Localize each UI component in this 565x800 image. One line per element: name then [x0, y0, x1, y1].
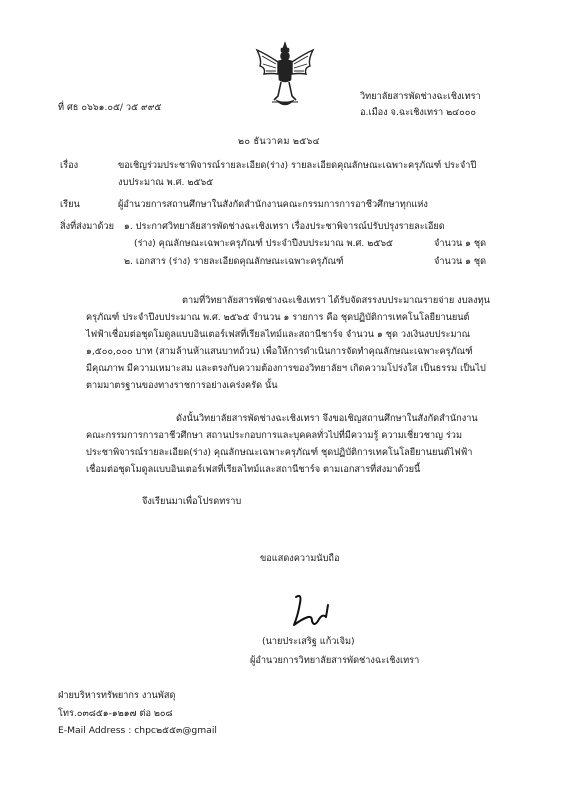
attachments-label: สิ่งที่ส่งมาด้วย	[60, 221, 114, 232]
recipient-label: เรียน	[60, 199, 80, 210]
paragraph-1-line: ๑,๕๐๐,๐๐๐ บาท (สามล้านห้าแสนบาทถ้วน) เพื่อให้การดำเนินการจัดทำคุณลักษณะเฉพาะครุภัณฑ์	[86, 346, 473, 357]
document-date: ๒๐ ธันวาคม ๒๕๖๔	[238, 136, 320, 147]
signer-name: (นายประเสริฐ แก้วเจิม)	[262, 636, 355, 647]
attachment-1-line-2: (ร่าง) คุณลักษณะเฉพาะครุภัณฑ์ ประจำปีงบประมาณ พ.ศ. ๒๕๖๕	[134, 238, 393, 249]
attachment-2-qty: จำนวน ๑ ชุด	[434, 256, 487, 267]
paragraph-2-line: ดังนั้นวิทยาลัยสารพัดช่างฉะเชิงเทรา จึงขอเชิญสถานศึกษาในสังกัดสำนักงาน	[176, 413, 478, 424]
body-paragraph-1	[86, 292, 490, 394]
attachment-1-qty: จำนวน ๑ ชุด	[434, 238, 487, 249]
footer-email: E-Mail Address : chpc๒๕๕๓@gmail	[58, 725, 217, 736]
footer-department: ฝ่ายบริหารทรัพยากร งานพัสดุ	[58, 690, 176, 701]
regards-line: ขอแสดงความนับถือ	[260, 553, 340, 564]
recipient-text: ผู้อำนวยการสถานศึกษาในสังกัดสำนักงานคณะกรรมการการอาชีวศึกษาทุกแห่ง	[118, 199, 428, 210]
paragraph-2-line: คณะกรรมการการอาชีวศึกษา สถานประกอบการและบุคคลทั่วไปที่มีความรู้ ความเชี่ยวชาญ ร่วม	[86, 430, 463, 441]
paragraph-2-line: ประชาพิจารณ์รายละเอียด(ร่าง) คุณลักษณะเฉพาะครุภัณฑ์ ชุดปฏิบัติการเทคโนโลยียานยนต์ไฟฟ้า	[86, 447, 473, 458]
closing-line: จึงเรียนมาเพื่อโปรดทราบ	[142, 496, 242, 507]
paragraph-1-line: ไฟฟ้าเชื่อมต่อชุดโมดูลแบบอินเตอร์เฟสที่เรียลไทม์และสถานีชาร์จ จำนวน ๑ ชุด วงเงินงบประมาณ	[86, 329, 471, 340]
subject-line-2: งบประมาณ พ.ศ. ๒๕๖๕	[118, 177, 214, 188]
subject-line-1: ขอเชิญร่วมประชาพิจารณ์รายละเอียด(ร่าง) รายละเอียดคุณลักษณะเฉพาะครุภัณฑ์ ประจำปี	[118, 160, 477, 171]
subject-label: เรื่อง	[60, 160, 79, 171]
paragraph-1-line: ครุภัณฑ์ ประจำปีงบประมาณ พ.ศ. ๒๕๖๕ จำนวน ๑ รายการ คือ ชุดปฏิบัติการเทคโนโลยียานยนต์	[86, 312, 470, 323]
body-paragraph-2	[86, 410, 478, 478]
document-number: ที่ ศธ ๐๖๖๑.๐๕/ ว๕ ๙๙๕	[58, 102, 162, 113]
paragraph-1-line: มีคุณภาพ มีความเหมาะสม และตรงกับความต้องการของวิทยาลัยฯ เกิดความโปร่งใส เป็นธรรม เป็นไป	[86, 363, 486, 374]
handwritten-signature	[282, 591, 342, 633]
paragraph-1-line: ตามที่วิทยาลัยสารพัดช่างฉะเชิงเทรา ได้รับจัดสรรงบประมาณรายจ่าย งบลงทุน	[182, 295, 490, 306]
garuda-emblem-icon	[254, 40, 316, 112]
organization-address: อ.เมือง จ.ฉะเชิงเทรา ๒๔๐๐๐	[360, 107, 476, 118]
signer-title: ผู้อำนวยการวิทยาลัยสารพัดช่างฉะเชิงเทรา	[250, 655, 420, 666]
footer-phone: โทร.๐๓๘๕๑-๑๒๑๗ ต่อ ๒๐๘	[58, 708, 173, 719]
paragraph-1-line: ตามมาตรฐานของทางราชการอย่างเคร่งครัด นั้น	[86, 380, 278, 391]
organization-name: วิทยาลัยสารพัดช่างฉะเชิงเทรา	[360, 91, 481, 102]
attachment-2-line-1: ๒. เอกสาร (ร่าง) รายละเอียดคุณลักษณะเฉพาะครุภัณฑ์	[124, 256, 344, 267]
attachment-1-line-1: ๑. ประกาศวิทยาลัยสารพัดช่างฉะเชิงเทรา เรื่องประชาพิจารณ์ปรับปรุงรายละเอียด	[124, 221, 445, 232]
paragraph-2-line: เชื่อมต่อชุดโมดูลแบบอินเตอร์เฟสที่เรียลไทม์และสถานีชาร์จ ตามเอกสารที่ส่งมาด้วยนี้	[86, 464, 421, 475]
